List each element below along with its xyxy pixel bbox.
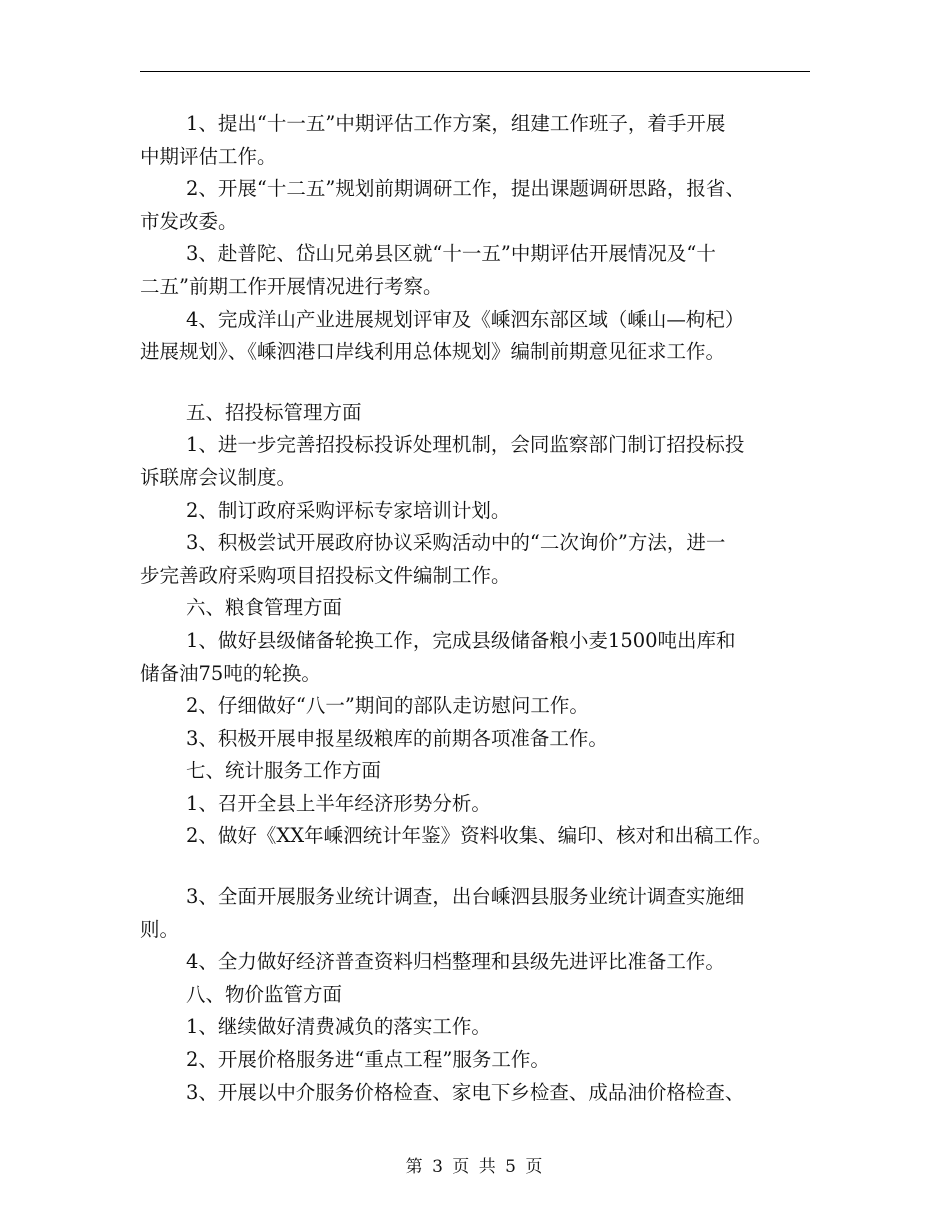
text-line: 1、做好县级储备轮换工作，完成县级储备粮小麦1500吨出库和 <box>186 628 736 652</box>
text-line: 2、做好《XX年嵊泗统计年鉴》资料收集、编印、核对和出稿工作。 <box>186 824 773 848</box>
text-line: 五、招投标管理方面 <box>186 400 362 424</box>
text-line: 3、开展以中介服务价格检查、家电下乡检查、成品油价格检查、 <box>186 1080 745 1104</box>
text-line: 3、积极开展申报星级粮库的前期各项准备工作。 <box>186 726 608 750</box>
text-line: 中期评估工作。 <box>140 144 277 168</box>
text-line: 市发改委。 <box>140 209 238 233</box>
text-line: 1、继续做好清费减负的落实工作。 <box>186 1015 491 1039</box>
text-line: 3、赴普陀、岱山兄弟县区就“十一五”中期评估开展情况及“十 <box>186 242 716 266</box>
text-line: 进展规划》、《嵊泗港口岸线利用总体规划》编制前期意见征求工作。 <box>140 340 726 364</box>
text-line: 2、仔细做好“八一”期间的部队走访慰问工作。 <box>186 694 589 718</box>
text-line: 1、召开全县上半年经济形势分析。 <box>186 791 491 815</box>
text-line: 步完善政府采购项目招投标文件编制工作。 <box>140 563 511 587</box>
text-line: 1、提出“十一五”中期评估工作方案，组建工作班子，着手开展 <box>186 112 726 135</box>
text-line: 储备油75吨的轮换。 <box>140 661 321 685</box>
text-line: 七、统计服务工作方面 <box>186 759 382 783</box>
page-footer: 第 3 页 共 5 页 <box>405 1157 545 1177</box>
header-rule <box>140 71 810 72</box>
text-line: 4、全力做好经济普查资料归档整理和县级先进评比准备工作。 <box>186 950 725 974</box>
text-line: 3、积极尝试开展政府协议采购活动中的“二次询价”方法，进一 <box>186 531 726 555</box>
text-line: 3、全面开展服务业统计调查，出台嵊泗县服务业统计调查实施细 <box>186 885 745 909</box>
text-line: 六、粮食管理方面 <box>186 596 343 620</box>
text-line: 2、制订政府采购评标专家培训计划。 <box>186 498 511 522</box>
document-body <box>140 108 830 1109</box>
text-line: 2、开展价格服务进“重点工程”服务工作。 <box>186 1048 550 1072</box>
text-line: 则。 <box>140 917 180 941</box>
text-line: 二五”前期工作开展情况进行考察。 <box>140 274 443 298</box>
text-line: 八、物价监管方面 <box>186 982 343 1006</box>
paragraph-spacer <box>140 369 830 397</box>
text-line: 诉联席会议制度。 <box>140 465 297 489</box>
text-line: 4、完成洋山产业进展规划评审及《嵊泗东部区域（嵊山—枸杞） <box>186 307 745 331</box>
text-line: 2、开展“十二五”规划前期调研工作，提出课题调研思路，报省、 <box>186 177 745 201</box>
paragraph-spacer <box>140 853 830 881</box>
text-line: 1、进一步完善招投标投诉处理机制，会同监察部门制订招投标投 <box>186 433 745 457</box>
